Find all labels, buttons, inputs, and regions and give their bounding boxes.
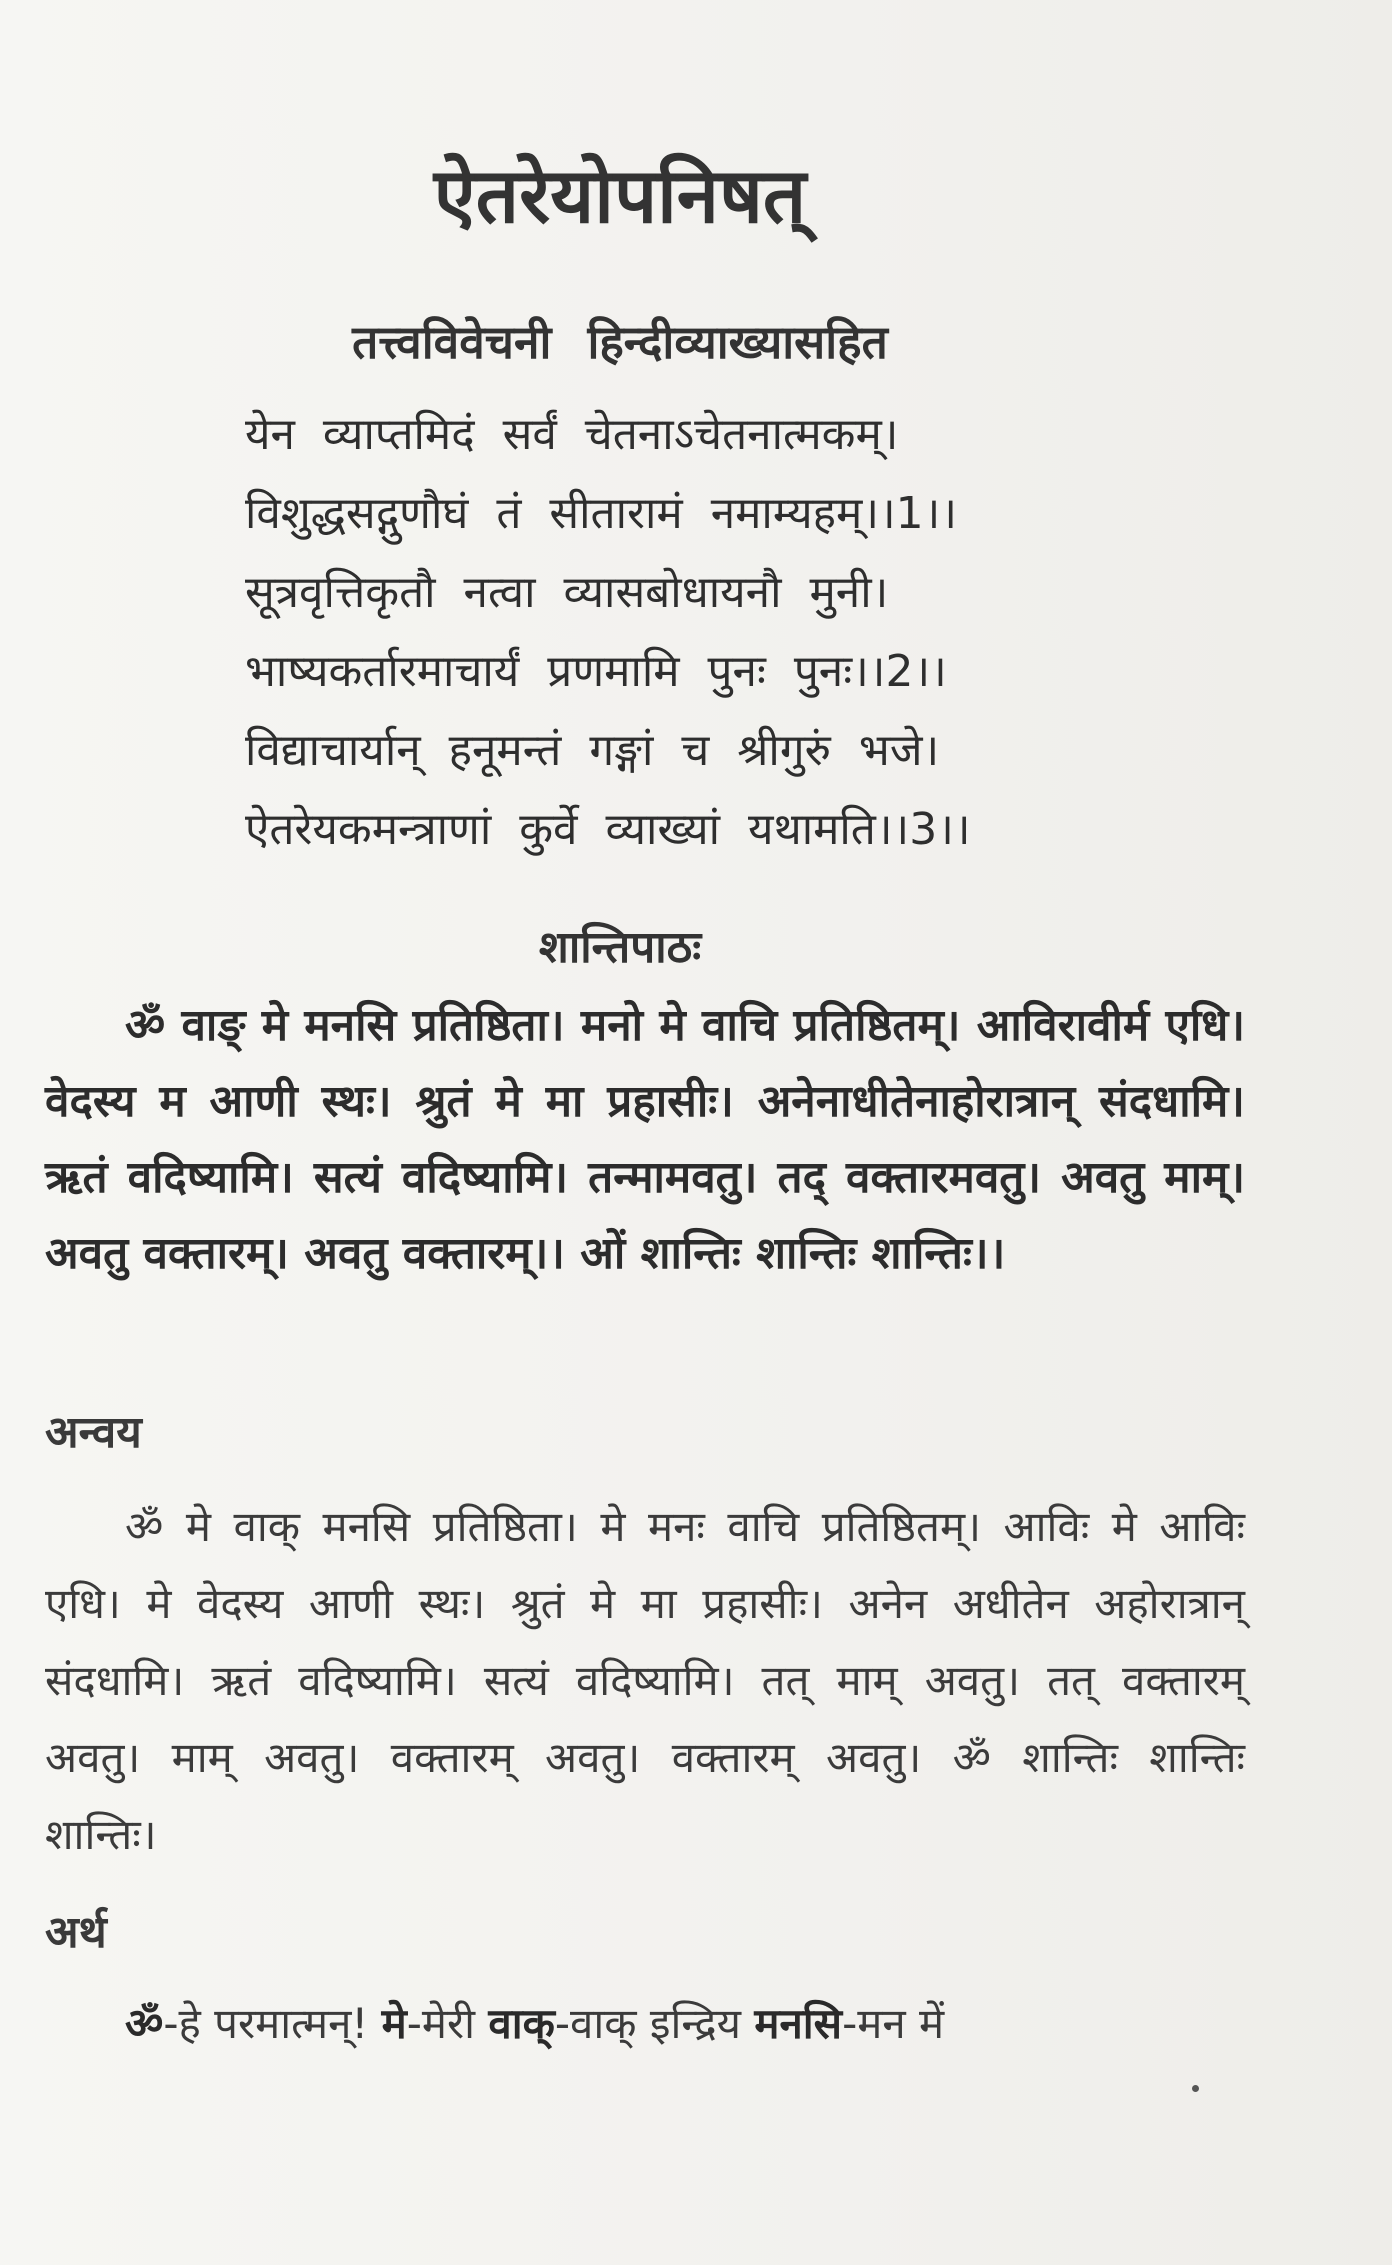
- shantipath-heading: शान्तिपाठः: [538, 922, 702, 973]
- artha-segment: -वाक् इन्द्रिय: [554, 1999, 755, 2048]
- artha-me: मे: [381, 1999, 407, 2048]
- artha-vak: वाक्: [488, 1999, 555, 2048]
- verse-line: येन व्याप्तमिदं सर्वं चेतनाऽचेतनात्मकम्।: [245, 409, 899, 460]
- artha-segment: -मन में: [842, 1999, 945, 2048]
- anvaya-heading: अन्वय: [45, 1407, 142, 1458]
- ink-speck: [1192, 2085, 1199, 2092]
- verse-line: सूत्रवृत्तिकृतौ नत्वा व्यासबोधायनौ मुनी।: [245, 567, 889, 618]
- mangalacharan-verses: [245, 395, 1145, 869]
- verse-line: ऐतरेयकमन्त्राणां कुर्वे व्याख्यां यथामति।।3।।: [245, 804, 971, 855]
- artha-text: [45, 1985, 1245, 2062]
- artha-segment: -हे परमात्मन्!: [163, 1999, 382, 2048]
- artha-om: ॐ: [125, 1999, 164, 2048]
- artha-segment: -मेरी: [406, 1999, 489, 2048]
- verse-line: भाष्यकर्तारमाचार्यं प्रणमामि पुनः पुनः।।2।।: [245, 646, 947, 697]
- shantipath-text: ॐ वाङ् मे मनसि प्रतिष्ठिता। मनो मे वाचि प्रतिष्ठितम्। आविरावीर्म एधि। वेदस्य म आणी स्थः। श्रुतं मे मा प्रहासीः। अनेनाधीतेनाहोरात्रान् संदधामि। ऋतं वदिष्यामि। सत्यं वदिष्यामि। तन्मामवतु। तद् वक्तारमवतु। अवतु माम्। अवतु वक्तारम्। अवतु वक्तारम्।। ओं शान्तिः शान्तिः शान्तिः।।: [45, 1000, 1245, 1279]
- page-title: ऐतरेयोपनिषत्: [433, 151, 807, 240]
- verse-line: विद्याचार्यान् हनूमन्तं गङ्गां च श्रीगुरुं भजे।: [245, 725, 940, 776]
- artha-manasi: मनसि: [754, 1999, 843, 2048]
- page-subtitle: तत्त्वविवेचनी हिन्दीव्याख्यासहित: [352, 315, 888, 369]
- artha-heading: अर्थ: [45, 1907, 107, 1958]
- verse-line: विशुद्धसद्गुणौघं तं सीतारामं नमाम्यहम्।।1।।: [245, 488, 958, 539]
- anvaya-text: ॐ मे वाक् मनसि प्रतिष्ठिता। मे मनः वाचि प्रतिष्ठितम्। आविः मे आविः एधि। मे वेदस्य आणी स्थः। श्रुतं मे मा प्रहासीः। अनेन अधीतेन अहोरात्रान् संदधामि। ऋतं वदिष्यामि। सत्यं वदिष्यामि। तत् माम् अवतु। तत् वक्तारम् अवतु। माम् अवतु। वक्तारम् अवतु। वक्तारम् अवतु। ॐ शान्तिः शान्तिः शान्तिः।: [45, 1502, 1245, 1859]
